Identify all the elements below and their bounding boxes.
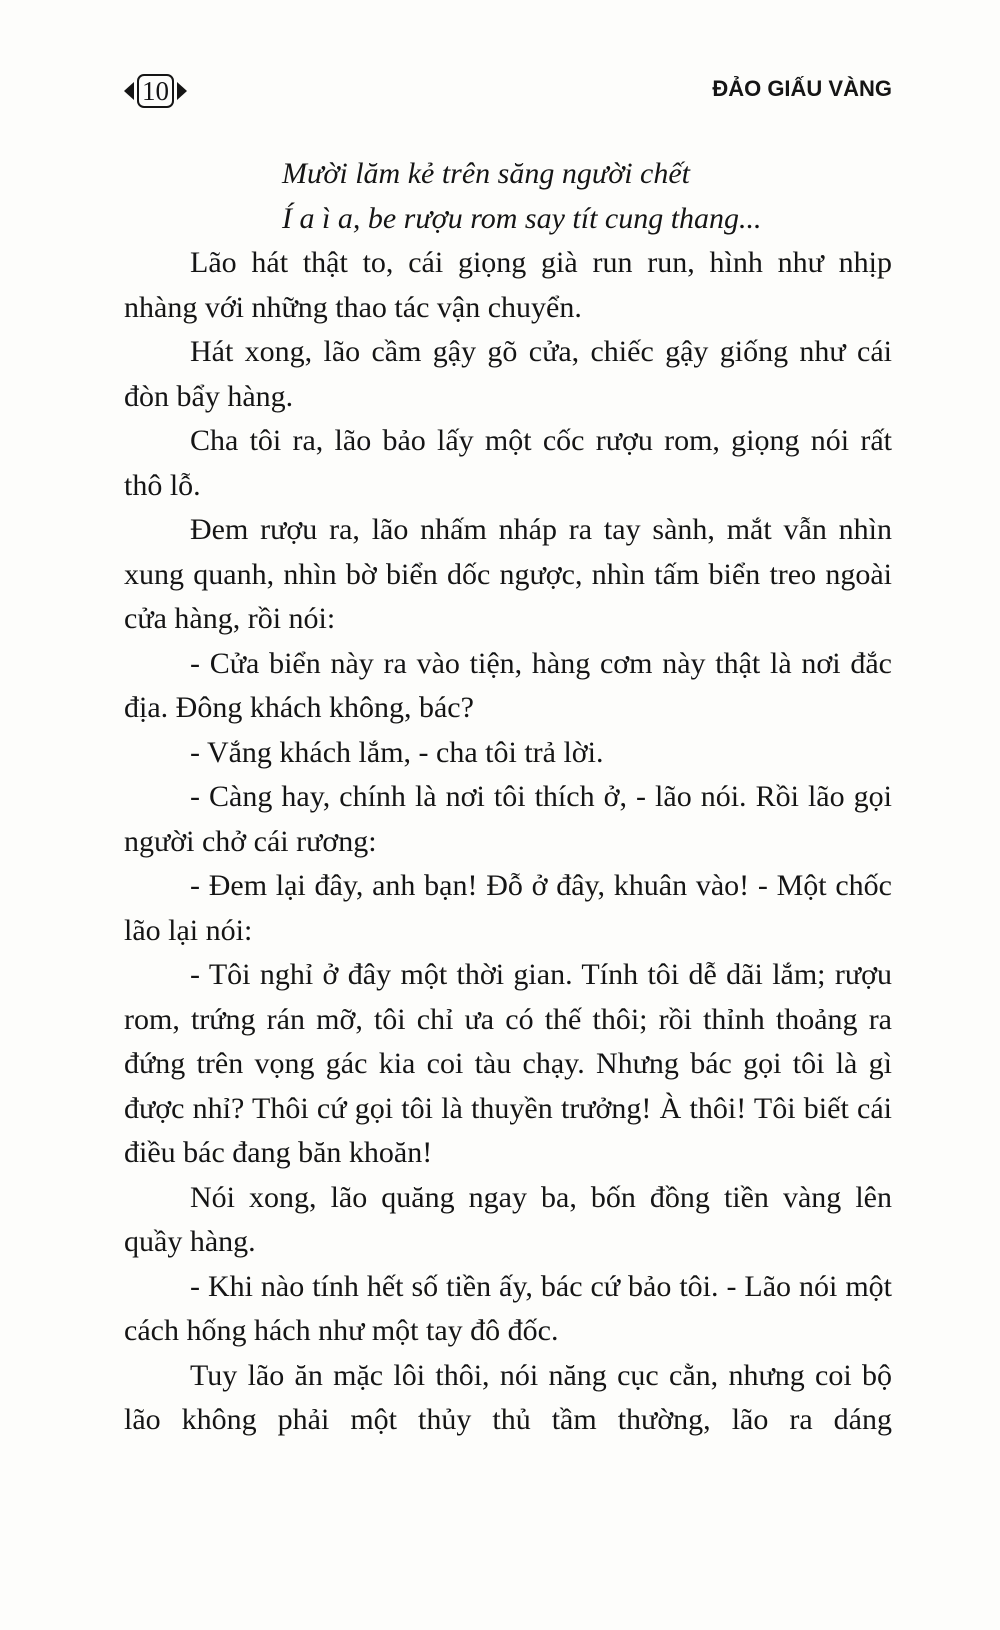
page-number: 10 <box>137 74 174 108</box>
verse-line-2: Í a ì a, be rượu rom say tít cung thang... <box>282 201 762 235</box>
paragraph-8: - Đem lại đây, anh bạn! Đỗ ở đây, khuân vào! - Một chốc lão lại nói: <box>124 869 892 947</box>
paragraph-5: - Cửa biển này ra vào tiện, hàng cơm này thật là nơi đắc địa. Đông khách không, bác? <box>124 646 892 724</box>
left-triangle-icon <box>124 82 134 100</box>
verse-line-1: Mười lăm kẻ trên săng người chết <box>282 157 691 190</box>
running-title: ĐẢO GIẤU VÀNG <box>712 76 892 101</box>
paragraph-1: Lão hát thật to, cái giọng già run run, hình như nhịp nhàng với những thao tác vận chuyển. <box>124 246 892 324</box>
page-number-badge <box>124 72 187 110</box>
paragraph-4: Đem rượu ra, lão nhấm nháp ra tay sành, mắt vẫn nhìn xung quanh, nhìn bờ biển dốc ngược, nhìn tấm biển treo ngoài cửa hàng, rồi nói: <box>124 513 892 635</box>
paragraph-3: Cha tôi ra, lão bảo lấy một cốc rượu rom, giọng nói rất thô lỗ. <box>124 424 892 502</box>
right-triangle-icon <box>177 82 187 100</box>
paragraph-12: Tuy lão ăn mặc lôi thôi, nói năng cục cằn, nhưng coi bộ lão không phải một thủy thủ tầm thường, lão ra dáng <box>124 1358 892 1436</box>
page-body <box>124 152 892 1443</box>
paragraph-10: Nói xong, lão quăng ngay ba, bốn đồng tiền vàng lên quầy hàng. <box>124 1180 892 1258</box>
page-header <box>124 66 892 114</box>
paragraph-7: - Càng hay, chính là nơi tôi thích ở, - lão nói. Rồi lão gọi người chở cái rương: <box>124 780 892 858</box>
paragraph-9: - Tôi nghỉ ở đây một thời gian. Tính tôi dễ dãi lắm; rượu rom, trứng rán mỡ, tôi chỉ ưa có thế thôi; rồi thỉnh thoảng ra đứng trên vọng gác kia coi tàu chạy. Nhưng bác gọi tôi là gì được nhỉ? Thôi cứ gọi tôi là thuyền trưởng! À thôi! Tôi biết cái điều bác đang băn khoăn! <box>124 958 892 1169</box>
paragraph-11: - Khi nào tính hết số tiền ấy, bác cứ bảo tôi. - Lão nói một cách hống hách như một tay đô đốc. <box>124 1269 892 1347</box>
paragraph-2: Hát xong, lão cầm gậy gõ cửa, chiếc gậy giống như cái đòn bẩy hàng. <box>124 335 892 413</box>
paragraph-6: - Vắng khách lắm, - cha tôi trả lời. <box>190 735 604 769</box>
